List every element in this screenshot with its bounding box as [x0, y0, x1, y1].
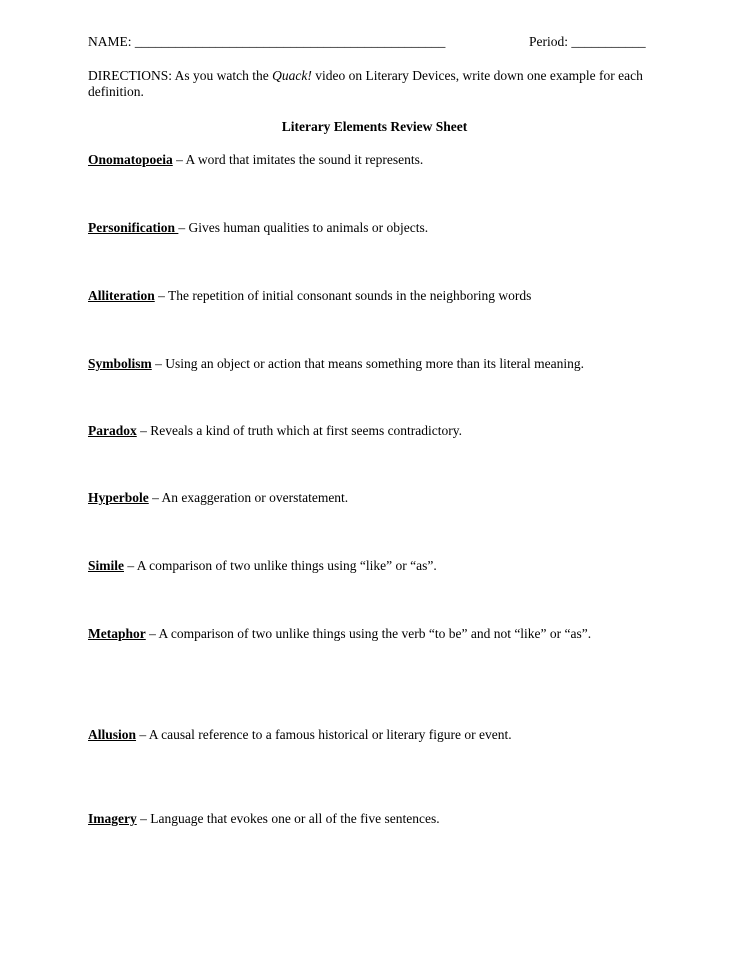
period-field[interactable]	[529, 34, 646, 50]
period-blank[interactable]: ___________	[571, 34, 646, 49]
period-label: Period:	[529, 34, 568, 49]
name-label: NAME:	[88, 34, 132, 49]
term-label: Simile	[88, 558, 124, 573]
directions	[88, 68, 664, 100]
term-onomatopoeia	[88, 152, 618, 168]
term-label: Metaphor	[88, 626, 146, 641]
term-definition: – Gives human qualities to animals or objects.	[178, 220, 429, 235]
term-paradox	[88, 423, 618, 439]
term-definition: – Language that evokes one or all of the five sentences.	[136, 811, 440, 826]
term-label: Paradox	[88, 423, 137, 438]
term-alliteration	[88, 288, 618, 304]
term-definition: – A comparison of two unlike things using the verb “to be” and not “like” or “as”.	[145, 626, 592, 641]
term-definition: – A comparison of two unlike things using “like” or “as”.	[124, 558, 437, 573]
term-definition: – An exaggeration or overstatement.	[148, 490, 349, 505]
term-label: Allusion	[88, 727, 137, 742]
name-blank[interactable]: ______________________________________________	[134, 34, 446, 49]
term-simile	[88, 558, 618, 574]
header-row	[88, 34, 660, 50]
term-personification	[88, 220, 618, 236]
term-allusion	[88, 727, 618, 743]
term-label: Personification	[88, 220, 179, 235]
name-field[interactable]	[88, 34, 445, 50]
term-label: Hyperbole	[88, 490, 149, 505]
term-label: Symbolism	[88, 356, 152, 371]
term-imagery	[88, 811, 618, 827]
term-hyperbole	[88, 490, 618, 506]
term-symbolism	[88, 356, 648, 372]
term-definition: – A causal reference to a famous historical or literary figure or event.	[136, 727, 512, 742]
video-title: Quack!	[272, 68, 312, 83]
directions-prefix: DIRECTIONS: As you watch the	[88, 68, 273, 83]
term-metaphor	[88, 626, 618, 642]
directions-suffix: video on Literary Devices, write down one example for each definition.	[88, 68, 643, 99]
term-label: Onomatopoeia	[88, 152, 173, 167]
term-label: Imagery	[88, 811, 137, 826]
term-label: Alliteration	[88, 288, 155, 303]
term-definition: – Reveals a kind of truth which at first seems contradictory.	[136, 423, 463, 438]
term-definition: – A word that imitates the sound it represents.	[172, 152, 424, 167]
term-definition: – The repetition of initial consonant sounds in the neighboring words	[154, 288, 532, 303]
page-title: Literary Elements Review Sheet	[281, 119, 468, 134]
term-definition: – Using an object or action that means something more than its literal meaning.	[151, 356, 585, 371]
